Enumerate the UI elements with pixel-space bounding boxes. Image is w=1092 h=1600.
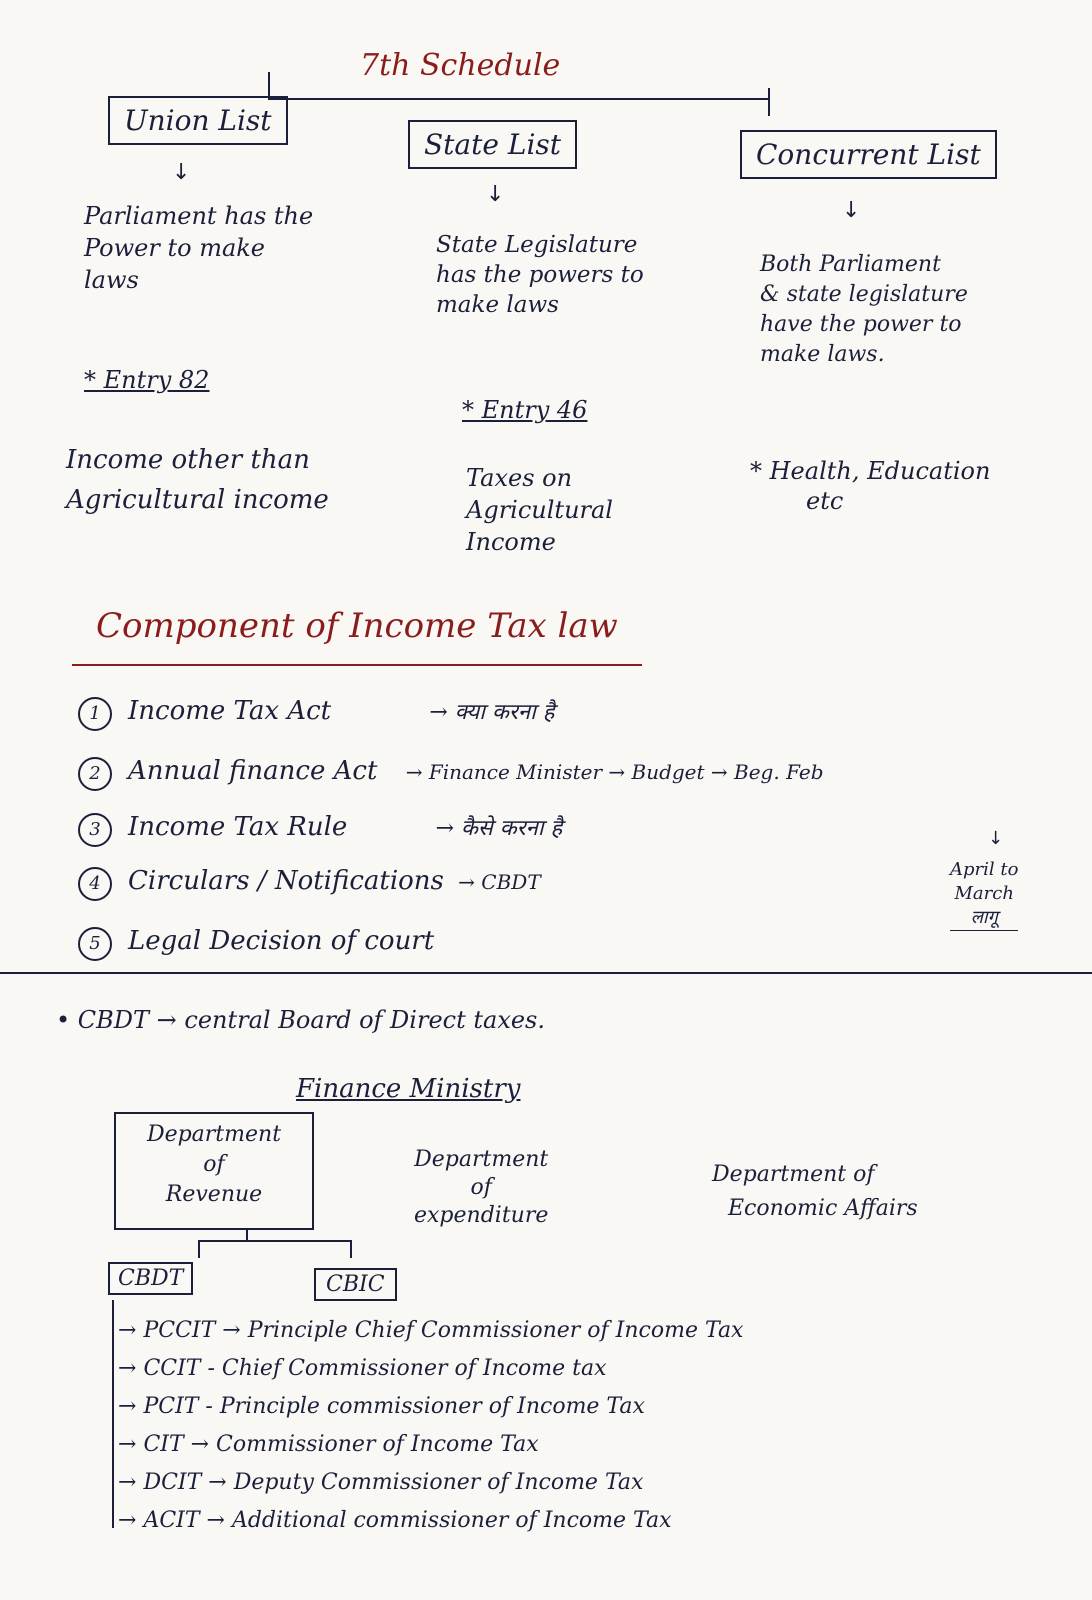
title-underline <box>270 98 770 100</box>
connector-right <box>768 88 770 116</box>
down-arrow-icon: ↓ <box>842 198 861 223</box>
number-circle: 4 <box>78 867 112 901</box>
right-arrow-icon: → <box>118 1432 144 1457</box>
component-item: 5 Legal Decision of court <box>78 926 434 961</box>
component-item: 4 Circulars / Notifications → CBDT <box>78 866 541 901</box>
number-circle: 5 <box>78 927 112 961</box>
right-arrow-icon: → <box>118 1394 144 1419</box>
hierarchy-spine <box>112 1300 114 1528</box>
hierarchy-list: → PCCIT → Principle Chief Commissioner of Income Tax → CCIT - Chief Commissioner of Income tax → PCIT - Principle commissioner of Income Tax → CIT → Commissioner of Income Tax → DCIT → Deputy Commissioner of Income Tax → ACIT → Additional commissioner of Income Tax <box>118 1318 744 1533</box>
state-list-box: State List <box>408 120 577 169</box>
cbic-box: CBIC <box>314 1268 397 1301</box>
side-note: April to March लागू <box>950 858 1018 931</box>
component-item: 1 Income Tax Act → क्या करना है <box>78 696 554 731</box>
number-circle: 3 <box>78 813 112 847</box>
branch-line <box>198 1240 200 1258</box>
number-circle: 1 <box>78 697 112 731</box>
down-arrow-icon: ↓ <box>172 160 191 185</box>
components-heading: Component of Income Tax law <box>96 606 618 646</box>
schedule-title: 7th Schedule <box>360 48 561 83</box>
cbdt-definition: • CBDT → central Board of Direct taxes. <box>56 1006 545 1034</box>
state-desc: State Legislature has the powers to make laws <box>436 232 644 318</box>
concurrent-list-box: Concurrent List <box>740 130 997 179</box>
down-arrow-icon: ↓ <box>486 182 505 207</box>
union-list-box: Union List <box>108 96 288 145</box>
right-arrow-icon: → <box>118 1508 144 1533</box>
union-entry: * Entry 82 <box>84 366 210 394</box>
state-entry-desc: Taxes on Agricultural Income <box>466 464 613 556</box>
right-arrow-icon: → <box>118 1318 144 1343</box>
union-entry-desc: Income other than Agricultural income <box>66 445 329 515</box>
section-divider <box>0 972 1092 974</box>
ministry-title: Finance Ministry <box>296 1074 521 1104</box>
down-arrow-icon: ↓ <box>988 828 1004 849</box>
concurrent-desc: Both Parliament & state legislature have the power to make laws. <box>760 252 968 367</box>
component-item: 2 Annual finance Act → Finance Minister → Budget → Beg. Feb <box>78 756 824 791</box>
branch-line <box>198 1240 352 1242</box>
branch-line <box>350 1240 352 1258</box>
right-arrow-icon: → <box>118 1356 144 1381</box>
cbdt-box: CBDT <box>108 1262 193 1295</box>
right-arrow-icon: → <box>118 1470 144 1495</box>
dept-economic-affairs: Department of Economic Affairs <box>712 1162 918 1221</box>
component-item: 3 Income Tax Rule → कैसे करना है <box>78 812 562 847</box>
union-desc: Parliament has the Power to make laws <box>84 202 314 294</box>
branch-line <box>246 1228 248 1242</box>
number-circle: 2 <box>78 757 112 791</box>
state-entry: * Entry 46 <box>462 396 588 424</box>
dept-expenditure: Department of expenditure <box>414 1147 549 1228</box>
heading-underline <box>72 664 642 666</box>
concurrent-entry-desc: * Health, Education etc <box>750 457 991 515</box>
dept-revenue-box: Department of Revenue <box>114 1112 314 1230</box>
